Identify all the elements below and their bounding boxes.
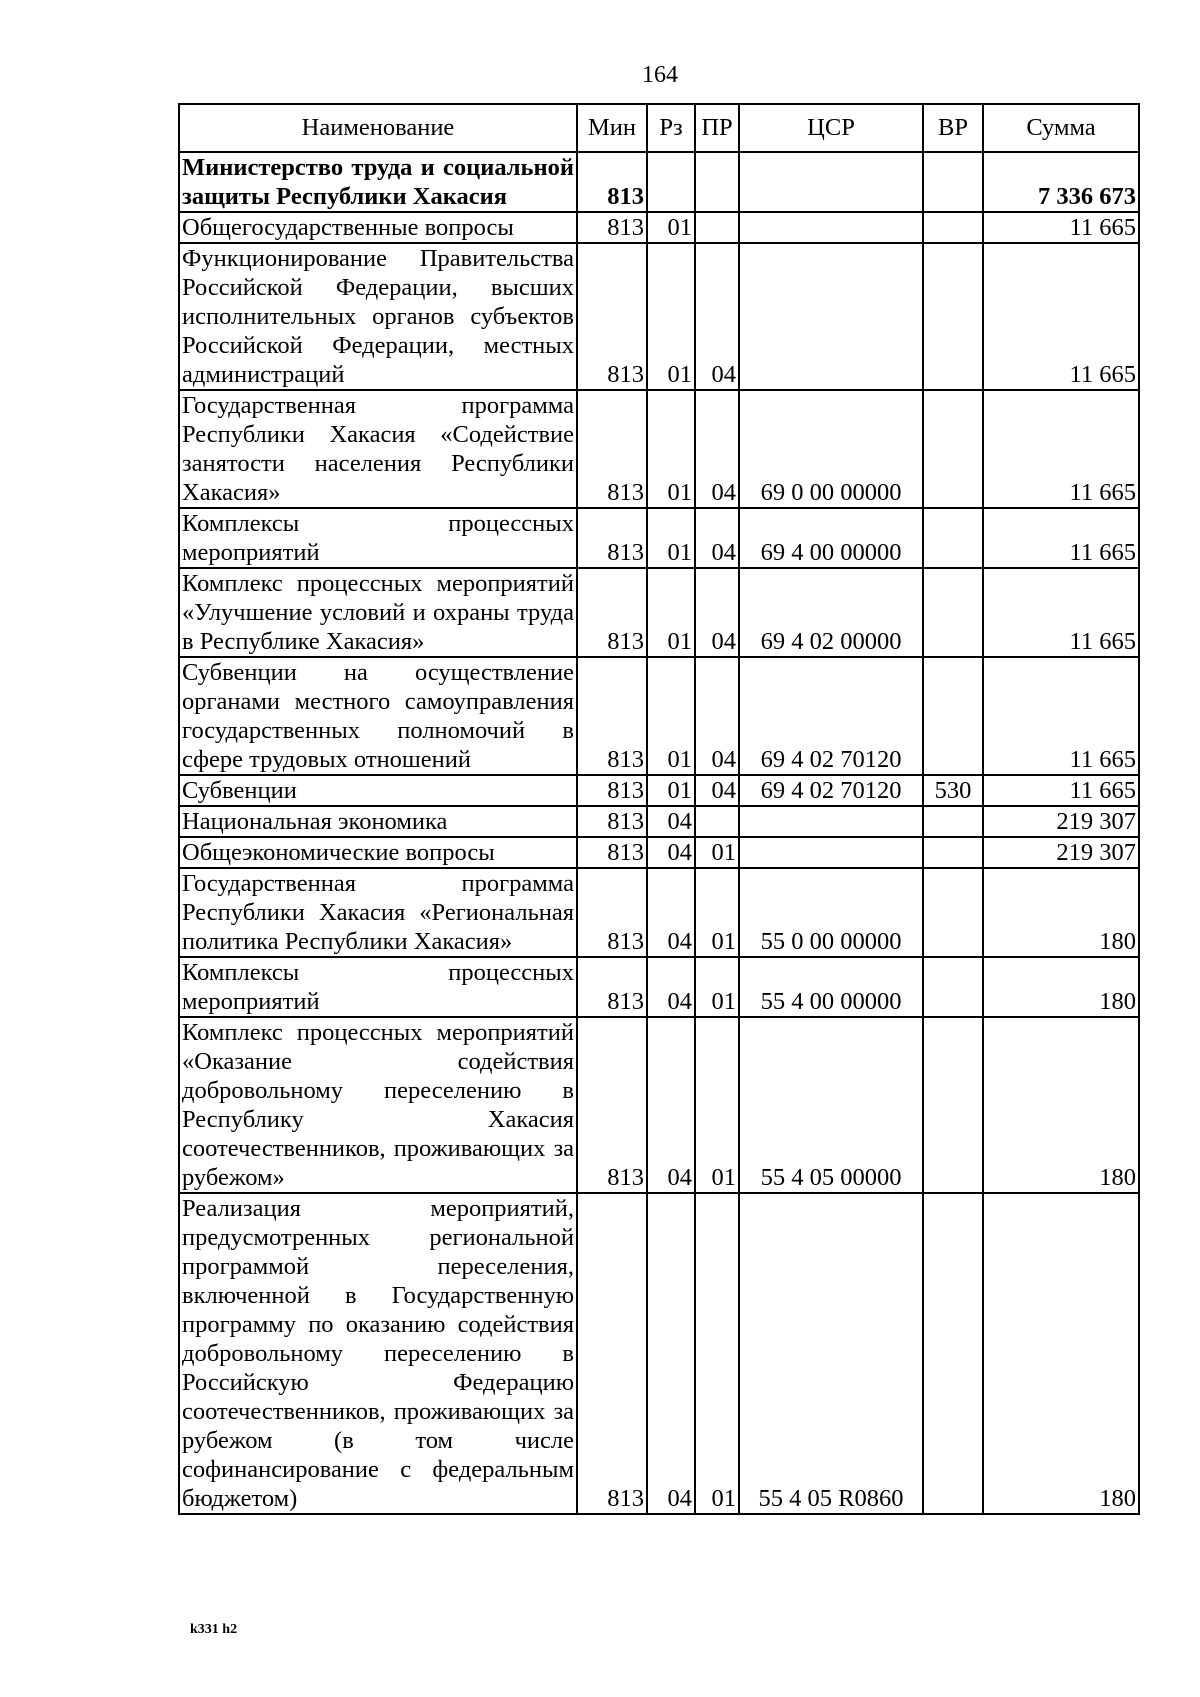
cell-min: 813	[577, 152, 647, 212]
cell-min: 813	[577, 508, 647, 568]
cell-vr	[923, 508, 983, 568]
cell-csr: 55 4 00 00000	[739, 957, 923, 1017]
cell-pr	[695, 806, 739, 837]
budget-table	[178, 103, 1140, 1515]
cell-rz: 01	[647, 657, 695, 775]
cell-min: 813	[577, 957, 647, 1017]
cell-pr	[695, 152, 739, 212]
cell-pr: 01	[695, 1193, 739, 1514]
cell-pr: 01	[695, 837, 739, 868]
cell-name: Комплексы процессных мероприятий	[179, 508, 577, 568]
header-min: Мин	[577, 104, 647, 152]
cell-csr: 55 4 05 R0860	[739, 1193, 923, 1514]
cell-min: 813	[577, 837, 647, 868]
table-body	[179, 152, 1139, 1514]
cell-vr: 530	[923, 775, 983, 806]
cell-rz: 04	[647, 837, 695, 868]
cell-vr	[923, 243, 983, 390]
cell-pr: 04	[695, 390, 739, 508]
cell-min: 813	[577, 868, 647, 957]
cell-rz: 04	[647, 868, 695, 957]
cell-csr: 69 4 02 70120	[739, 657, 923, 775]
cell-sum: 11 665	[983, 243, 1139, 390]
cell-min: 813	[577, 212, 647, 243]
table-row	[179, 390, 1139, 508]
cell-sum: 11 665	[983, 568, 1139, 657]
cell-vr	[923, 568, 983, 657]
cell-csr: 55 0 00 00000	[739, 868, 923, 957]
cell-pr: 04	[695, 508, 739, 568]
cell-name: Государственная программа Республики Хакасия «Содействие занятости населения Республики Хакасия»	[179, 390, 577, 508]
cell-csr	[739, 212, 923, 243]
cell-vr	[923, 212, 983, 243]
cell-name: Комплексы процессных мероприятий	[179, 957, 577, 1017]
cell-min: 813	[577, 243, 647, 390]
cell-min: 813	[577, 1017, 647, 1193]
cell-rz: 01	[647, 568, 695, 657]
cell-csr	[739, 837, 923, 868]
cell-csr: 55 4 05 00000	[739, 1017, 923, 1193]
cell-vr	[923, 657, 983, 775]
table-row	[179, 837, 1139, 868]
table-row	[179, 568, 1139, 657]
cell-rz: 01	[647, 243, 695, 390]
cell-csr	[739, 806, 923, 837]
cell-sum: 11 665	[983, 390, 1139, 508]
header-sum: Сумма	[983, 104, 1139, 152]
cell-pr: 04	[695, 243, 739, 390]
cell-vr	[923, 1193, 983, 1514]
header-name: Наименование	[179, 104, 577, 152]
cell-name: Министерство труда и социальной защиты Республики Хакасия	[179, 152, 577, 212]
cell-name: Национальная экономика	[179, 806, 577, 837]
cell-rz: 04	[647, 957, 695, 1017]
cell-vr	[923, 1017, 983, 1193]
page-number: 164	[642, 62, 678, 88]
table-row	[179, 243, 1139, 390]
table-row	[179, 508, 1139, 568]
cell-name: Комплекс процессных мероприятий «Оказание содействия добровольному переселению в Республику Хакасия соотечественников, проживающих за рубежом»	[179, 1017, 577, 1193]
table-row	[179, 957, 1139, 1017]
cell-sum: 180	[983, 957, 1139, 1017]
cell-name: Субвенции	[179, 775, 577, 806]
table-row	[179, 868, 1139, 957]
cell-csr: 69 4 02 00000	[739, 568, 923, 657]
cell-name: Общегосударственные вопросы	[179, 212, 577, 243]
cell-min: 813	[577, 1193, 647, 1514]
cell-sum: 11 665	[983, 212, 1139, 243]
cell-vr	[923, 957, 983, 1017]
header-pr: ПР	[695, 104, 739, 152]
cell-csr	[739, 152, 923, 212]
cell-sum: 180	[983, 1017, 1139, 1193]
table-row	[179, 657, 1139, 775]
table-row	[179, 806, 1139, 837]
table-row	[179, 1193, 1139, 1514]
cell-name: Комплекс процессных мероприятий «Улучшение условий и охраны труда в Республике Хакасия»	[179, 568, 577, 657]
cell-sum: 180	[983, 1193, 1139, 1514]
cell-min: 813	[577, 568, 647, 657]
cell-name: Функционирование Правительства Российской Федерации, высших исполнительных органов субъектов Российской Федерации, местных администраций	[179, 243, 577, 390]
cell-rz	[647, 152, 695, 212]
cell-min: 813	[577, 657, 647, 775]
cell-sum: 7 336 673	[983, 152, 1139, 212]
footer-code: k331 h2	[190, 1622, 238, 1637]
cell-rz: 01	[647, 775, 695, 806]
cell-pr: 04	[695, 568, 739, 657]
header-csr: ЦСР	[739, 104, 923, 152]
cell-min: 813	[577, 775, 647, 806]
cell-rz: 01	[647, 508, 695, 568]
cell-rz: 01	[647, 390, 695, 508]
cell-csr: 69 0 00 00000	[739, 390, 923, 508]
cell-sum: 11 665	[983, 508, 1139, 568]
cell-pr: 04	[695, 657, 739, 775]
cell-vr	[923, 152, 983, 212]
cell-sum: 11 665	[983, 657, 1139, 775]
cell-pr	[695, 212, 739, 243]
cell-vr	[923, 806, 983, 837]
header-rz: Рз	[647, 104, 695, 152]
cell-min: 813	[577, 390, 647, 508]
table-row	[179, 775, 1139, 806]
cell-rz: 04	[647, 806, 695, 837]
cell-sum: 219 307	[983, 837, 1139, 868]
cell-name: Субвенции на осуществление органами местного самоуправления государственных полномочий в сфере трудовых отношений	[179, 657, 577, 775]
header-row	[179, 104, 1139, 152]
cell-vr	[923, 837, 983, 868]
cell-pr: 01	[695, 957, 739, 1017]
cell-pr: 01	[695, 1017, 739, 1193]
table-row	[179, 1017, 1139, 1193]
cell-rz: 01	[647, 212, 695, 243]
header-vr: ВР	[923, 104, 983, 152]
cell-vr	[923, 390, 983, 508]
cell-name: Реализация мероприятий, предусмотренных региональной программой переселения, включенной в Государственную программу по оказанию содействия добровольному переселению в Российскую Федерацию соотечественников, проживающих за рубежом (в том числе софинансирование с федеральным бюджетом)	[179, 1193, 577, 1514]
cell-csr: 69 4 00 00000	[739, 508, 923, 568]
cell-pr: 04	[695, 775, 739, 806]
cell-csr	[739, 243, 923, 390]
table-row	[179, 152, 1139, 212]
cell-name: Государственная программа Республики Хакасия «Региональная политика Республики Хакасия»	[179, 868, 577, 957]
cell-name: Общеэкономические вопросы	[179, 837, 577, 868]
table-row	[179, 212, 1139, 243]
cell-csr: 69 4 02 70120	[739, 775, 923, 806]
cell-rz: 04	[647, 1017, 695, 1193]
cell-sum: 11 665	[983, 775, 1139, 806]
cell-sum: 180	[983, 868, 1139, 957]
cell-vr	[923, 868, 983, 957]
cell-min: 813	[577, 806, 647, 837]
cell-rz: 04	[647, 1193, 695, 1514]
cell-sum: 219 307	[983, 806, 1139, 837]
cell-pr: 01	[695, 868, 739, 957]
